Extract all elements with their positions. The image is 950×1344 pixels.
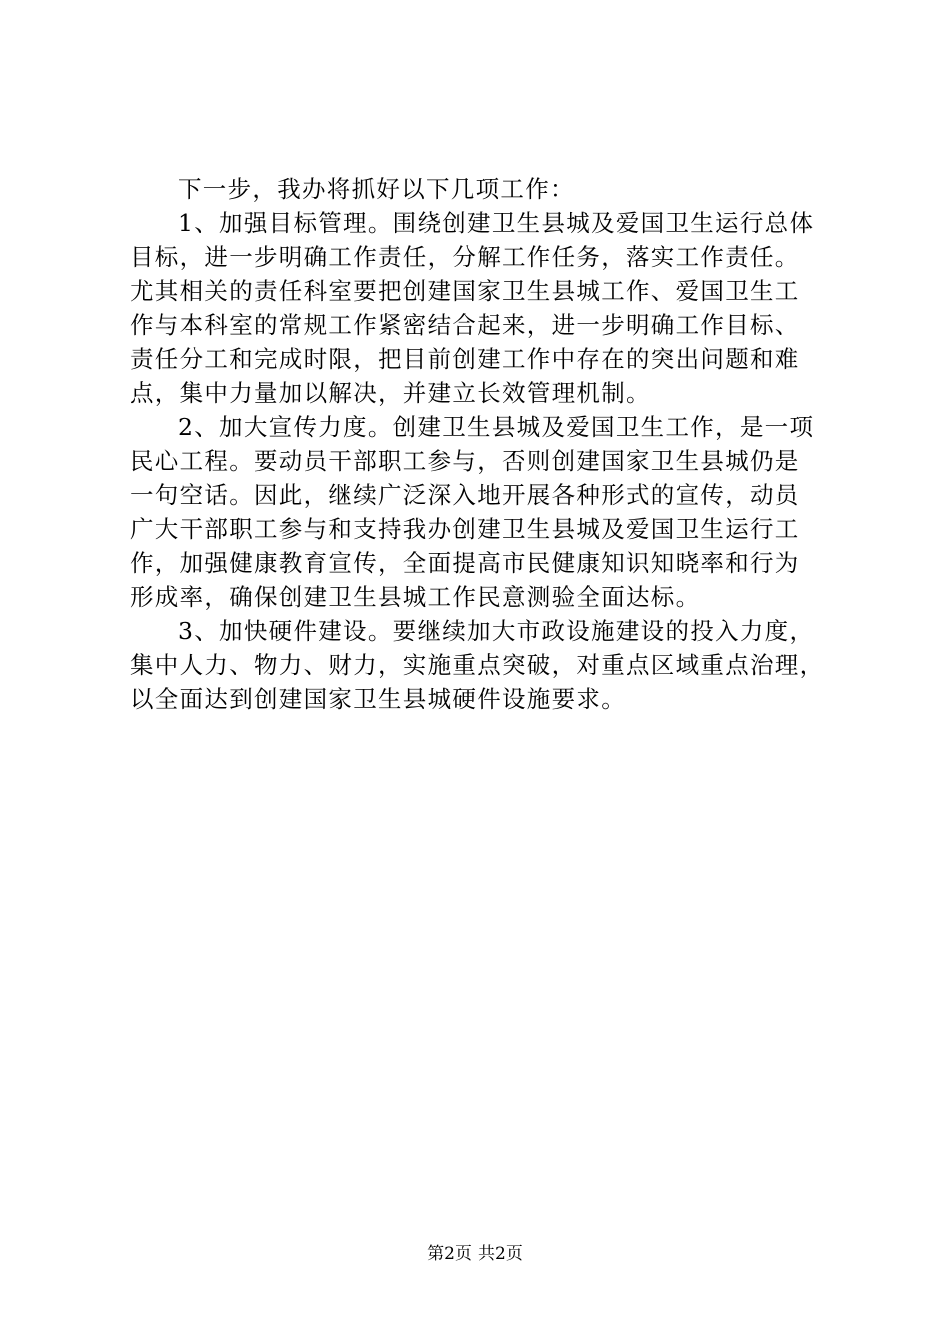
paragraph-1-line: 点，集中力量加以解决，并建立长效管理机制。 [130,379,651,407]
paragraph-3-line: 以全面达到创建国家卫生县城硬件设施要求。 [130,685,626,713]
paragraph-1-line: 尤其相关的责任科室要把创建国家卫生县城工作、爱国卫生工 [130,277,800,305]
document-body [130,172,830,716]
paragraph-3-line: 3、加快硬件建设。要继续加大市政设施建设的投入力度， [178,617,815,645]
paragraph-1-line: 责任分工和完成时限，把目前创建工作中存在的突出问题和难 [130,345,800,373]
paragraph-2-line: 2、加大宣传力度。创建卫生县城及爱国卫生工作，是一项 [178,413,815,441]
paragraph-2-line: 民心工程。要动员干部职工参与，否则创建国家卫生县城仍是 [130,447,800,475]
paragraph-intro-line: 下一步，我办将抓好以下几项工作： [178,175,575,203]
paragraph-2-line: 一句空话。因此，继续广泛深入地开展各种形式的宣传，动员 [130,481,800,509]
paragraph-2-line: 作，加强健康教育宣传，全面提高市民健康知识知晓率和行为 [130,549,800,577]
paragraph-1-line: 1、加强目标管理。围绕创建卫生县城及爱国卫生运行总体 [178,209,815,237]
paragraph-2-line: 形成率，确保创建卫生县城工作民意测验全面达标。 [130,583,701,611]
paragraph-1-line: 目标，进一步明确工作责任，分解工作任务，落实工作责任。 [130,243,800,271]
page-number-current: 第2页 [427,1244,472,1264]
paragraph-3-line: 集中人力、物力、财力，实施重点突破，对重点区域重点治理， [130,651,825,679]
page-number-total: 共2页 [478,1244,523,1264]
paragraph-1-line: 作与本科室的常规工作紧密结合起来，进一步明确工作目标、 [130,311,800,339]
page-footer [0,1242,950,1266]
paragraph-2-line: 广大干部职工参与和支持我办创建卫生县城及爱国卫生运行工 [130,515,800,543]
